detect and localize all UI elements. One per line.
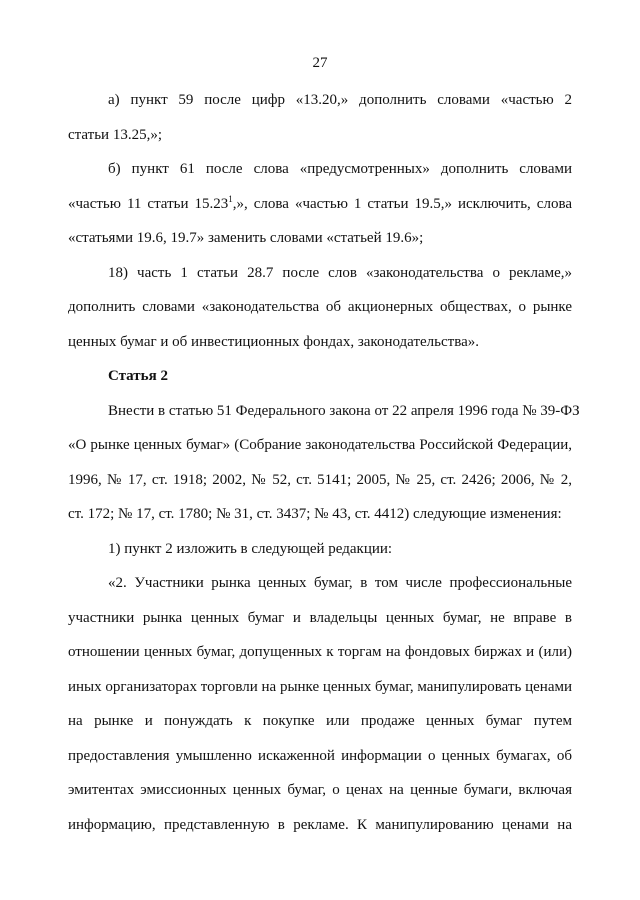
quoted-paragraph-line-6: предоставления умышленно искаженной информации о ценных бумагах, об [68,748,572,764]
superscript: 1 [228,194,233,204]
article-2-intro-line-4: ст. 172; № 17, ст. 1780; № 31, ст. 3437; № 43, ст. 4412) следующие изменения: [68,506,562,522]
paragraph-18-line-2: дополнить словами «законодательства об акционерных обществах, о рынке [68,299,572,315]
paragraph-a-line-1: а) пункт 59 после цифр «13.20,» дополнить словами «частью 2 [108,92,572,108]
quoted-paragraph-line-1: «2. Участники рынка ценных бумаг, в том числе профессиональные [108,575,572,591]
paragraph-b-line-1: б) пункт 61 после слова «предусмотренных» дополнить словами [108,161,572,177]
item-1-line: 1) пункт 2 изложить в следующей редакции: [108,541,393,557]
paragraph-b-line-2 [68,195,572,213]
text-after-superscript: ,», слова «частью 1 статьи 19.5,» исключить, слова [232,196,572,212]
paragraph-b-line-3: «статьями 19.6, 19.7» заменить словами «статьей 19.6»; [68,230,424,246]
quoted-paragraph-line-8: информацию, представленную в рекламе. К манипулированию ценами на [68,817,572,833]
quoted-paragraph-line-2: участники рынка ценных бумаг и владельцы ценных бумаг, не вправе в [68,610,572,626]
article-2-intro-line-2: «О рынке ценных бумаг» (Собрание законодательства Российской Федерации, [68,437,572,453]
article-2-heading: Статья 2 [108,368,168,384]
quoted-paragraph-line-4: иных организаторах торговли на рынке ценных бумаг, манипулировать ценами [68,679,572,695]
article-2-intro-line-3: 1996, № 17, ст. 1918; 2002, № 52, ст. 5141; 2005, № 25, ст. 2426; 2006, № 2, [68,472,572,488]
paragraph-a-line-2: статьи 13.25,»; [68,127,163,143]
article-2-intro-line-1: Внести в статью 51 Федерального закона от 22 апреля 1996 года № 39-ФЗ [108,403,580,419]
paragraph-18-line-3: ценных бумаг и об инвестиционных фондах, законодательства». [68,334,479,350]
paragraph-18-line-1: 18) часть 1 статьи 28.7 после слов «законодательства о рекламе,» [108,265,572,281]
quoted-paragraph-line-3: отношении ценных бумаг, допущенных к торгам на фондовых биржах и (или) [68,644,572,660]
page-number: 27 [312,55,328,71]
text-before-superscript: «частью 11 статьи 15.23 [68,196,229,212]
quoted-paragraph-line-7: эмитентах эмиссионных ценных бумаг, о ценах на ценные бумаги, включая [68,782,572,798]
quoted-paragraph-line-5: на рынке и понуждать к покупке или продаже ценных бумаг путем [68,713,572,729]
